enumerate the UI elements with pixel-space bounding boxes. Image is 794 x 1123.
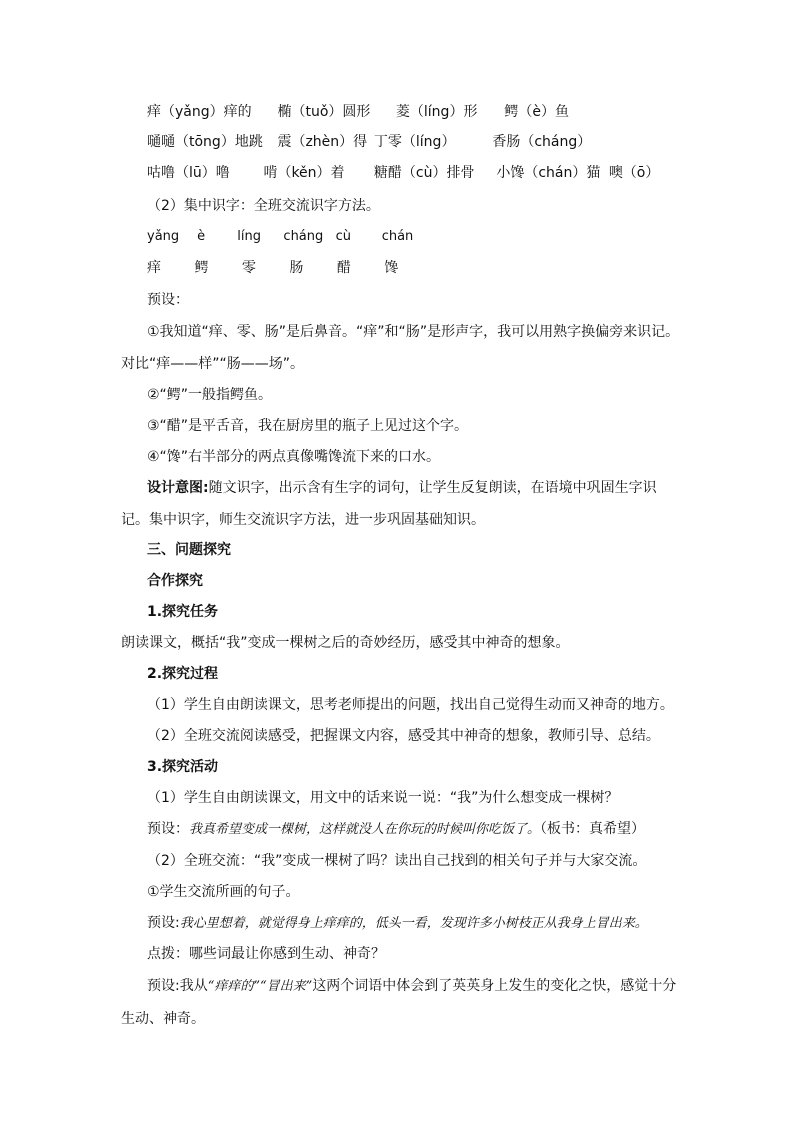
vocab-row-3 [147, 163, 659, 183]
pinyin: cháng [283, 229, 324, 244]
point-2: ②“鳄”一般指鳄鱼。 [147, 387, 273, 403]
preset-answer-3 [121, 970, 681, 1035]
vocab-word: 菱（líng）形 [395, 104, 478, 120]
hint-label: 点拨： [147, 946, 189, 962]
text: 我从 [179, 978, 208, 994]
preset-label: 预设： [147, 821, 189, 837]
preset-label: 预设: [147, 915, 180, 931]
process-item-2: （2）全班交流阅读感受，把握课文内容，感受其中神奇的想象，教师引导、总结。 [147, 728, 660, 744]
vocab-row-2 [147, 132, 591, 152]
task-heading: 1.探究任务 [147, 604, 219, 620]
design-intent [121, 472, 681, 536]
point-1: ①我知道“痒、零、肠”是后鼻音。“痒”和“肠”是形声字，我可以用熟字换偏旁来识记。对比“痒——样”“肠——场”。 [121, 324, 680, 372]
board-note: （板书：真希望） [540, 821, 646, 837]
vocab-word: 鳄（è）鱼 [504, 104, 569, 120]
char: 馋 [384, 260, 399, 276]
process-item-1: （1）学生自由朗读课文，思考老师提出的问题，找出自己觉得生动而又神奇的地方。 [147, 697, 674, 713]
pinyin: yǎng [147, 229, 180, 244]
preset-label: 预设： [147, 292, 189, 308]
char: 零 [241, 260, 256, 276]
vocab-word: 小馋（chán）猫 [496, 165, 601, 181]
quote: 我真希望变成一棵树，这样就没人在你玩的时候叫你吃饭了。 [189, 822, 541, 837]
char: 鳄 [194, 260, 209, 276]
vocab-word: 痒（yǎng）痒的 [147, 104, 252, 120]
activity-heading: 3.探究活动 [147, 759, 219, 775]
quote: 我心里想着，就觉得身上痒痒的，低头一看，发现许多小树枝正从我身上冒出来。 [179, 916, 648, 931]
preset-answer-2 [147, 913, 648, 934]
coop-heading: 合作探究 [147, 573, 203, 589]
char-row [147, 258, 398, 278]
char: 肠 [289, 260, 304, 276]
pinyin: è [197, 229, 206, 244]
vocab-word: 椭（tuǒ）圆形 [277, 104, 371, 120]
pinyin: cù [335, 229, 351, 244]
quote: “痒痒的”“冒出来” [207, 979, 313, 994]
section-heading: 三、问题探究 [147, 542, 231, 558]
point-3: ③“醋”是平舌音，我在厨房里的瓶子上见过这个字。 [147, 418, 469, 434]
activity-item-2: （2）全班交流：“我”变成一棵树了吗？读出自己找到的相关句子并与大家交流。 [147, 853, 647, 869]
pinyin: chán [381, 229, 414, 244]
vocab-word: 震（zhèn）得 [277, 134, 368, 150]
pinyin: líng [237, 229, 261, 244]
process-heading: 2.探究过程 [147, 666, 219, 682]
focus-title: （2）集中识字：全班交流识字方法。 [147, 198, 380, 214]
pinyin-row [147, 227, 413, 247]
text: 这两个词语中体会到了英英身上发生的变化之快，感觉十分生动、神奇。 [121, 978, 677, 1027]
vocab-word: 噢（ō） [608, 165, 660, 181]
design-text: 随文识字，出示含有生字的词句，让学生反复朗读，在语境中巩固生字识记。集中识字，师生交流识字方法，进一步巩固基础知识。 [121, 480, 657, 528]
point-4: ④“馋”右半部分的两点真像嘴馋流下来的口水。 [147, 449, 441, 465]
vocab-word: 香肠（cháng） [492, 134, 592, 150]
vocab-word: 嗵嗵（tōng）地跳 [147, 134, 263, 150]
vocab-word: 丁零（líng） [373, 134, 456, 150]
preset-label: 预设: [147, 978, 180, 994]
char: 痒 [147, 260, 161, 276]
vocab-word: 咕噜（lū）噜 [147, 165, 230, 181]
activity-item-1: （1）学生自由朗读课文，用文中的话来说一说：“我”为什么想变成一棵树？ [147, 790, 619, 806]
hint [147, 944, 385, 964]
design-label: 设计意图: [147, 480, 209, 496]
char: 醋 [336, 260, 351, 276]
vocab-row-1 [147, 102, 569, 122]
share-item: ①学生交流所画的句子。 [147, 884, 300, 900]
preset-answer-1 [147, 819, 645, 840]
vocab-word: 糖醋（cù）排骨 [373, 165, 475, 181]
task-text: 朗读课文，概括“我”变成一棵树之后的奇妙经历，感受其中神奇的想象。 [121, 635, 570, 651]
hint-text: 哪些词最让你感到生动、神奇？ [189, 946, 385, 962]
vocab-word: 啃（kěn）着 [263, 165, 345, 181]
